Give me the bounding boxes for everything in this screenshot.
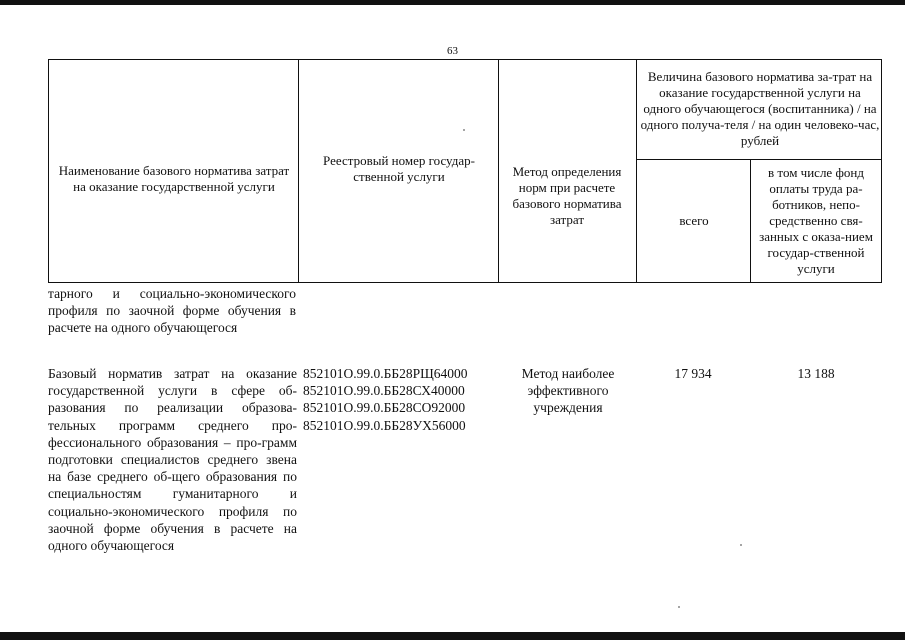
table-header (48, 59, 882, 283)
header-total-column: всего (679, 213, 709, 228)
header-border-right (881, 59, 882, 283)
header-divider-4 (750, 159, 751, 283)
header-border-left (48, 59, 49, 283)
registry-number: 852101О.99.0.ББ28СХ40000 (303, 383, 465, 399)
row-registry-numbers (303, 365, 503, 434)
header-wage-fund-column: в том числе фонд оплаты труда ра-ботников, непо-средственно свя-занных с оказа-нием государ-ственной услуги (759, 165, 873, 276)
header-divider-3 (636, 59, 637, 283)
header-name-column: Наименование базового норматива затрат на оказание государственной услуги (58, 163, 290, 194)
scan-speck (463, 129, 465, 131)
page-number: 63 (447, 45, 458, 57)
row-service-name: Базовый норматив затрат на оказание государственной услуги в сфере об-разования по реализации образова-тельных программ среднего про-фессионального образования – про-грамм подготовки специалистов среднего звена на базе среднего об-щего образования по специальностям гуманитарного и социально-экономического профиля по заочной форме обучения в расчете на одного обучающегося (48, 366, 297, 554)
header-value-column: Величина базового норматива за-трат на оказание государственной услуги на одного обучающегося (воспитанника) / на одного получа-теля / на один человеко-час, рублей (640, 69, 880, 148)
scan-speck (740, 544, 742, 546)
continuation-text: тарного и социально-экономического профиля по заочной форме обучения в расчете на одного обучающегося (48, 286, 296, 336)
registry-number: 852101О.99.0.ББ28СО92000 (303, 400, 466, 416)
row-total: 17 934 (674, 366, 712, 381)
scan-border-bottom (0, 632, 905, 640)
header-divider-1 (298, 59, 299, 283)
registry-number: 852101О.99.0.ББ28УХ56000 (303, 417, 466, 433)
header-method-column: Метод определения норм при расчете базового норматива затрат (512, 164, 622, 227)
scan-speck (678, 606, 680, 608)
header-registry-column: Реестровый номер государ-ственной услуги (323, 153, 475, 184)
scan-border-top (0, 0, 905, 5)
header-divider-2 (498, 59, 499, 283)
header-border-bottom (48, 282, 882, 283)
registry-number: 852101О.99.0.ББ28РЩ64000 (303, 366, 468, 381)
row-wage-fund: 13 188 (797, 366, 835, 381)
row-method: Метод наиболее эффективного учреждения (521, 366, 615, 416)
